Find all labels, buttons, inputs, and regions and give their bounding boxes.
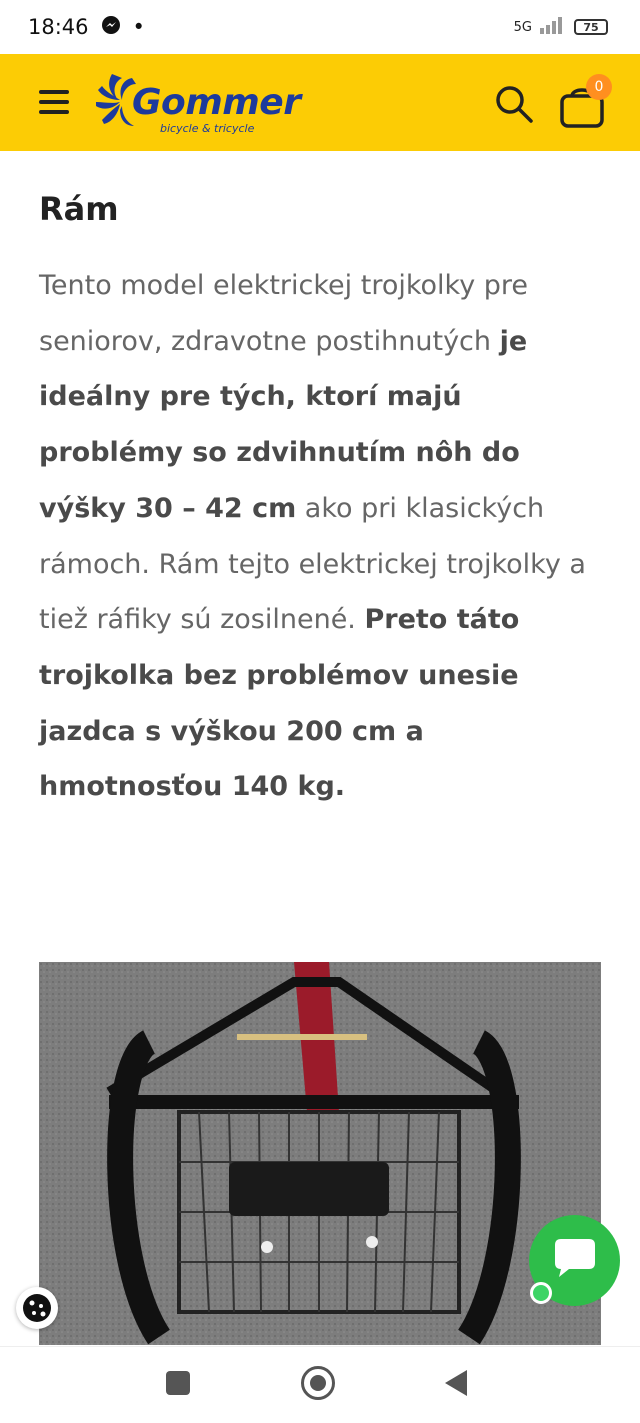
- cart-count-badge: 0: [586, 74, 612, 100]
- paragraph-text-1: Tento model elektrickej trojkolky pre seniorov, zdravotne postihnutých: [39, 270, 529, 357]
- paragraph-text-2: ako pri klasických rámoch. Rám tejto elektrickej trojkolky a tiež ráfiky sú zosilnené.: [39, 492, 586, 636]
- system-navigation-bar: [0, 1346, 640, 1423]
- tricycle-photo: [39, 962, 601, 1345]
- status-time: 18:46: [28, 15, 89, 39]
- logo-text: Gommer: [132, 82, 301, 123]
- paragraph-bold-1: je ideálny pre tých, ktorí majú problémy so zdvihnutím nôh do výšky 30 – 42 cm: [39, 325, 528, 524]
- signal-icon: [540, 16, 566, 38]
- cookie-settings-button[interactable]: [16, 1287, 58, 1329]
- recent-apps-icon[interactable]: [166, 1371, 190, 1395]
- frame-section: [39, 190, 609, 815]
- cookie-icon: [16, 1287, 58, 1329]
- battery-level: 75: [583, 20, 599, 34]
- site-header: [0, 54, 640, 151]
- search-icon[interactable]: [494, 84, 534, 124]
- network-label: 5G: [513, 19, 532, 35]
- back-icon[interactable]: [445, 1370, 467, 1396]
- site-logo[interactable]: [92, 70, 301, 136]
- notification-dot-icon: •: [132, 15, 145, 39]
- hamburger-menu-icon[interactable]: [39, 90, 69, 114]
- logo-tagline: bicycle & tricycle: [160, 122, 255, 135]
- paragraph-bold-2: Preto táto trojkolka bez problémov unesie jazdca s výškou 200 cm a hmotnosťou 140 kg.: [39, 604, 520, 803]
- section-paragraph: [39, 258, 609, 815]
- status-bar: [0, 0, 640, 54]
- battery-icon: [574, 19, 608, 35]
- messenger-icon: [101, 15, 121, 40]
- home-icon[interactable]: [301, 1366, 335, 1400]
- online-status-dot: [530, 1282, 552, 1304]
- section-title: Rám: [39, 190, 119, 228]
